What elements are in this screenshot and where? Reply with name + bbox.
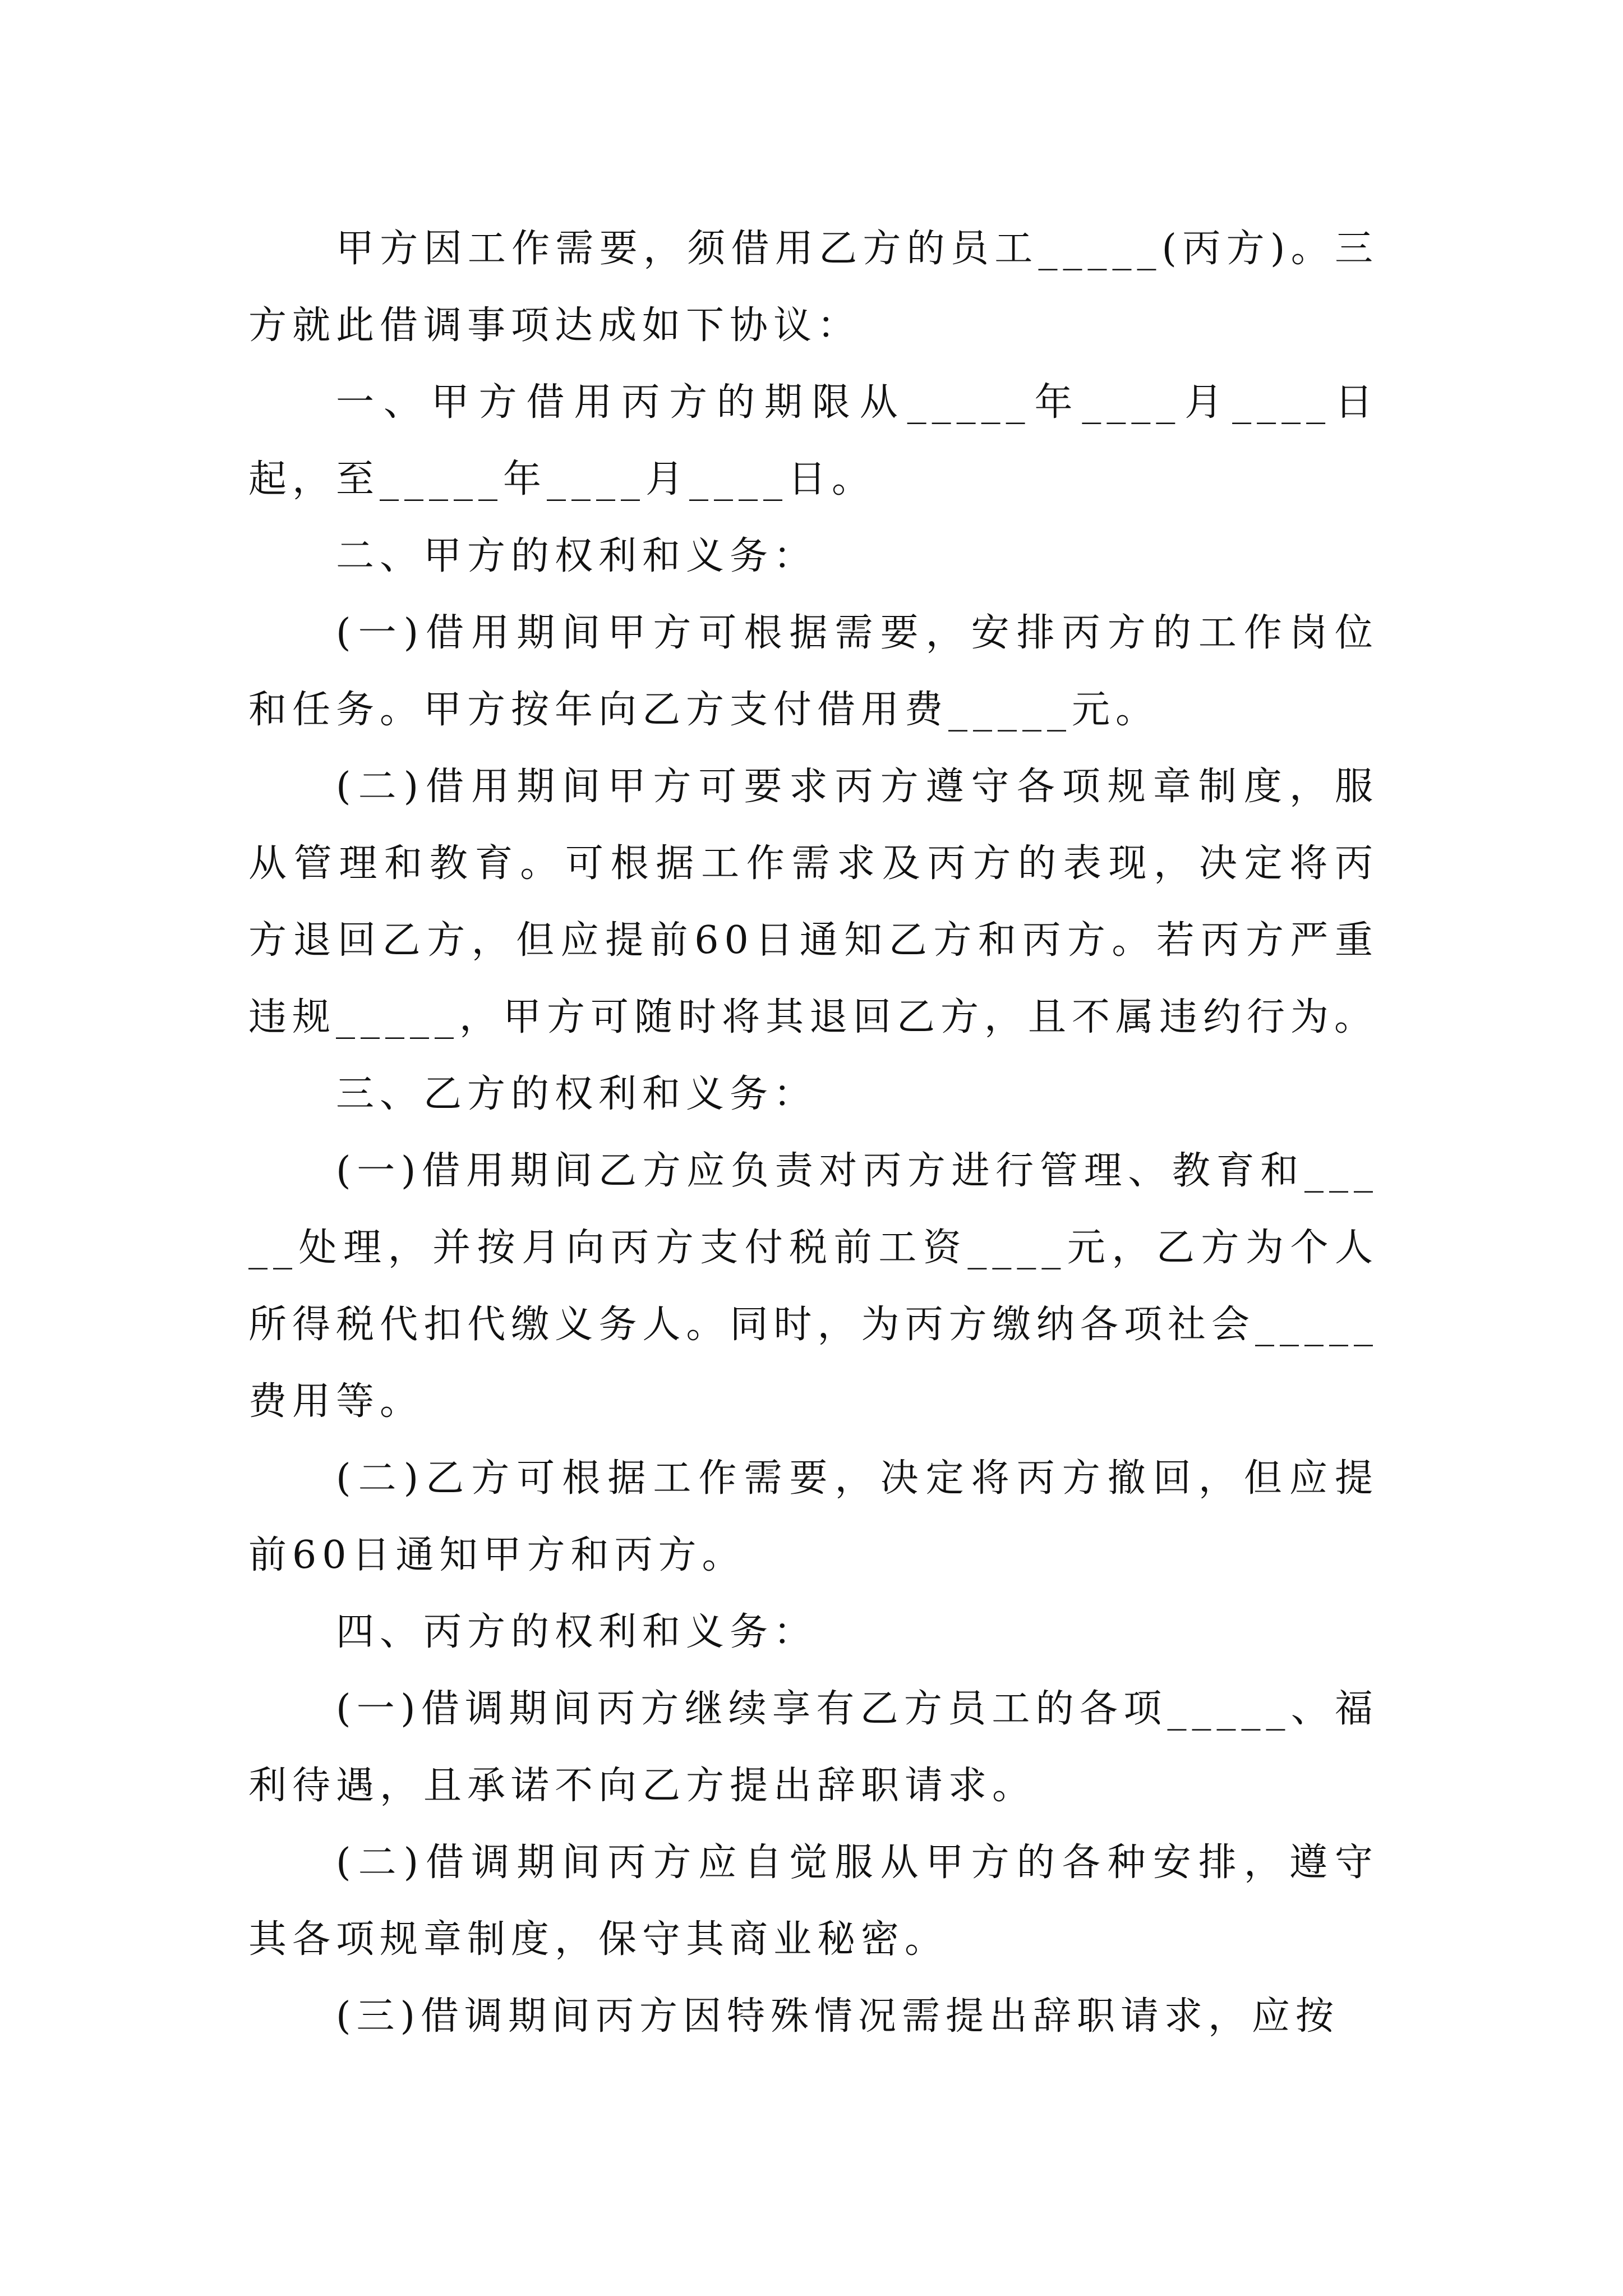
paragraph-term: 一、甲方借用丙方的期限从_____年____月____日起，至_____年____月____日。 [248,380,1378,501]
paragraph-party-b-1: (一)借用期间乙方应负责对丙方进行管理、教育和_____处理，并按月向丙方支付税前工资____元，乙方为个人所得税代扣代缴义务人。同时，为丙方缴纳各项社会_____费用等。 [248,1149,1378,1424]
heading-party-a-rights: 二、甲方的权利和义务： [336,534,818,578]
paragraph-party-a-2: (二)借用期间甲方可要求丙方遵守各项规章制度，服从管理和教育。可根据工作需求及丙方的表现，决定将丙方退回乙方，但应提前60日通知乙方和丙方。若丙方严重违规_____，甲方可随时将其退回乙方，且不属违约行为。 [248,765,1378,1039]
heading-party-b-rights: 三、乙方的权利和义务： [336,1072,818,1116]
paragraph-party-c-2: (二)借调期间丙方应自觉服从甲方的各种安排，遵守其各项规章制度，保守其商业秘密。 [248,1841,1378,1962]
heading-party-c-rights: 四、丙方的权利和义务： [336,1610,818,1654]
paragraph-party-b-2: (二)乙方可根据工作需要，决定将丙方撤回，但应提前60日通知甲方和丙方。 [248,1456,1378,1577]
paragraph-intro: 甲方因工作需要，须借用乙方的员工_____(丙方)。三方就此借调事项达成如下协议： [248,227,1378,348]
document-body [248,210,1378,2055]
paragraph-party-a-1: (一)借用期间甲方可根据需要，安排丙方的工作岗位和任务。甲方按年向乙方支付借用费_____元。 [248,611,1378,732]
paragraph-party-c-1: (一)借调期间丙方继续享有乙方员工的各项_____、福利待遇，且承诺不向乙方提出辞职请求。 [248,1687,1378,1808]
paragraph-party-c-3: (三)借调期间丙方因特殊情况需提出辞职请求，应按 [336,1994,1340,2039]
